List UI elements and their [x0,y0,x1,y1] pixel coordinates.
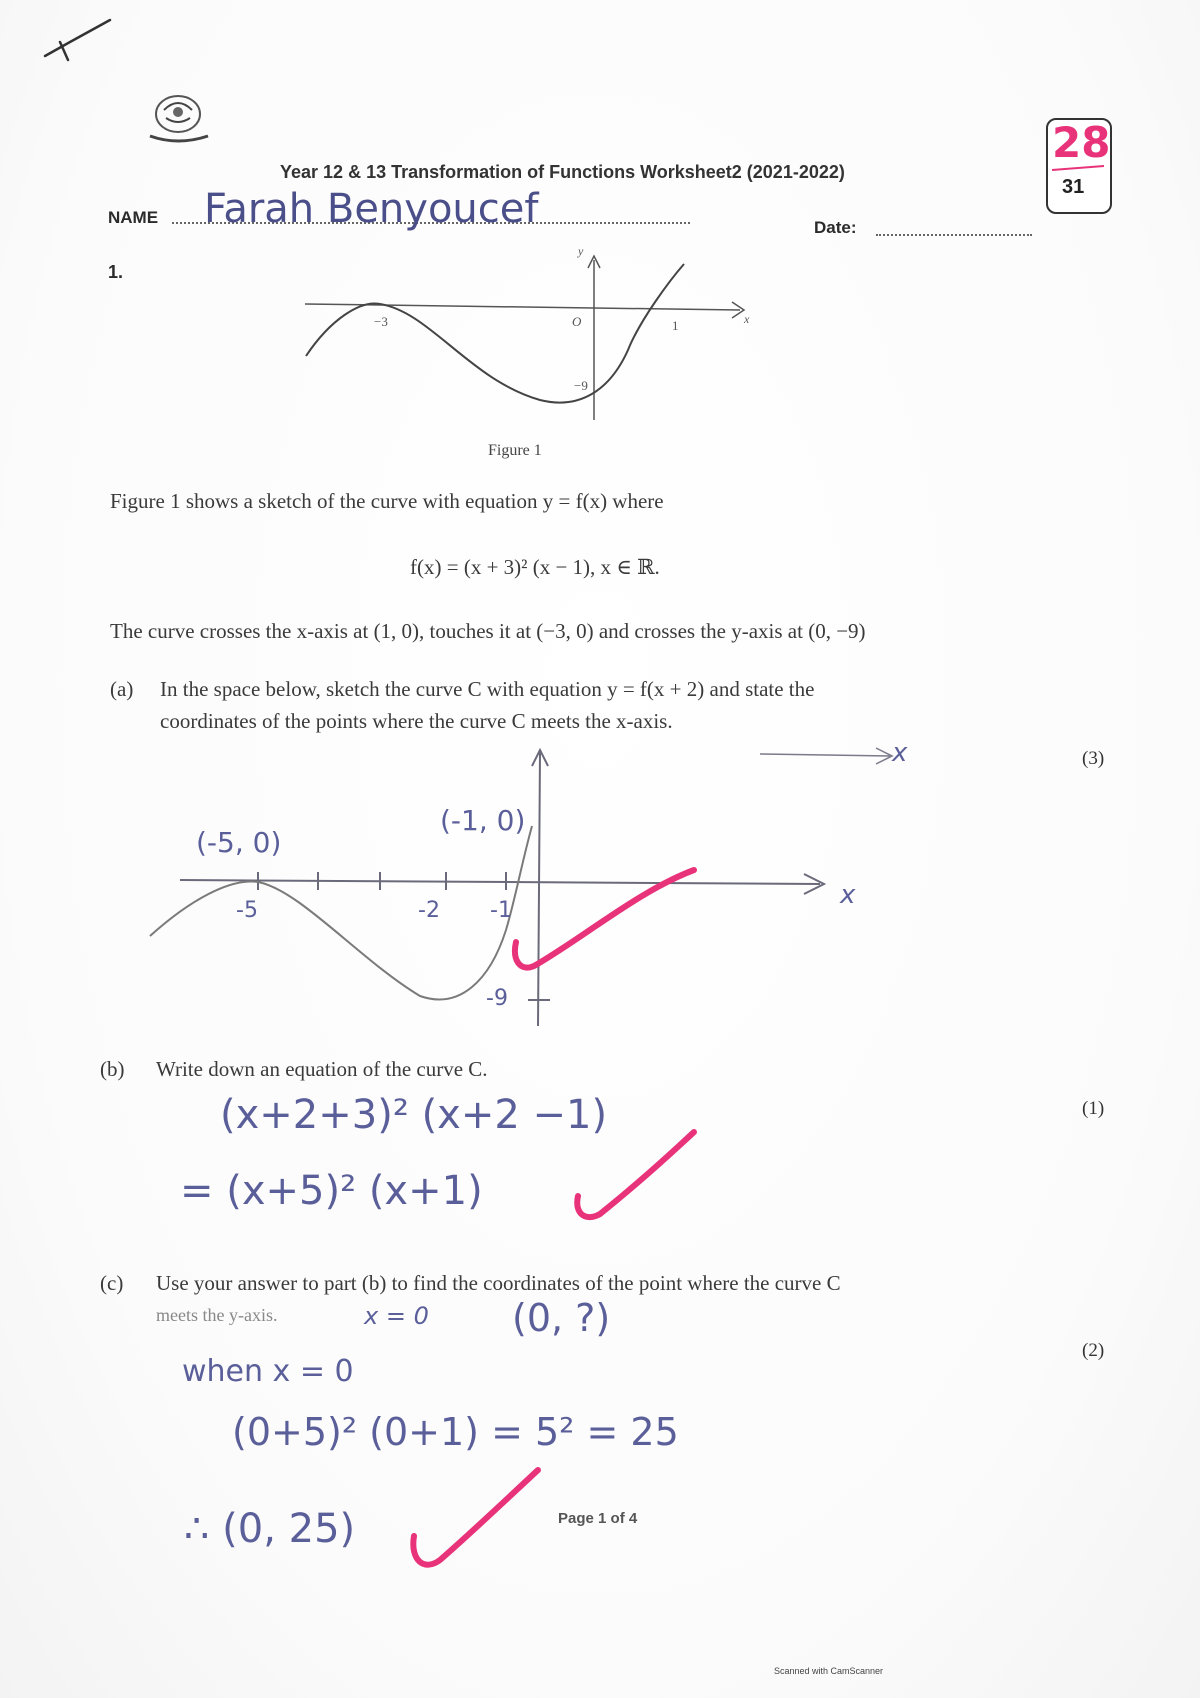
part-c-text-line1: Use your answer to part (b) to find the coordinates of the point where the curve C [156,1271,841,1295]
part-c-note-x0: x = 0 [364,1302,429,1330]
part-c-answer: ∴ (0, 25) [184,1506,356,1552]
sketch-tick-neg5: -5 [236,898,258,923]
part-c-marks: (2) [1082,1340,1105,1361]
fig1-label-origin: O [572,314,582,329]
sketch-x-label: x [840,880,856,910]
sketch-point-neg5: (-5, 0) [196,826,282,859]
part-c-label: (c) [100,1271,124,1295]
student-name: Farah Benyoucef [204,186,539,232]
part-a-text-line1: In the space below, sketch the curve C with equation y = f(x + 2) and state the [160,677,815,701]
part-a-label: (a) [110,677,134,701]
part-b-marks: (1) [1082,1098,1105,1119]
part-c-working-when: when x = 0 [182,1354,354,1389]
part-b-label: (b) [100,1057,125,1081]
question-number: 1. [108,262,124,282]
sketch-tick-neg1: -1 [490,898,512,923]
sketch-point-neg1: (-1, 0) [440,804,526,837]
fig1-label-x: x [744,312,750,326]
sketch-x-label-top: x [892,738,908,768]
part-c-working-calc: (0+5)² (0+1) = 5² = 25 [232,1410,679,1454]
part-a-text-line2: coordinates of the points where the curve C meets the x-axis. [160,709,673,733]
figure-caption: Figure 1 [488,442,542,459]
fig1-label-1: 1 [672,318,679,333]
part-b-text: Write down an equation of the curve C. [156,1057,488,1081]
scanner-watermark: Scanned with CamScanner [774,1666,884,1676]
score-total: 31 [1062,176,1085,198]
question-facts: The curve crosses the x-axis at (1, 0), touches it at (−3, 0) and crosses the y-axis at (0, −9) [110,619,866,643]
question-intro: Figure 1 shows a sketch of the curve with equation y = f(x) where [110,489,664,513]
date-label: Date: [814,218,857,237]
fig1-label-neg9: −9 [574,378,588,393]
sketch-tick-neg9: -9 [486,986,508,1011]
name-label: NAME [108,208,159,227]
check-mark-part-a [515,870,694,968]
part-a-marks: (3) [1082,748,1105,769]
function-definition: f(x) = (x + 3)² (x − 1), x ∈ ℝ. [410,555,660,579]
sketch-tick-neg2: -2 [418,898,440,923]
check-mark-part-b [577,1132,694,1217]
part-c-note-point: (0, ?) [512,1296,611,1340]
page-footer: Page 1 of 4 [558,1510,638,1527]
fig1-label-y: y [578,244,584,258]
page-title: Year 12 & 13 Transformation of Functions Worksheet2 (2021-2022) [280,162,845,182]
check-mark-part-c [413,1470,538,1565]
fig1-label-neg3: −3 [374,314,388,329]
part-c-text-line2: meets the y-axis. [156,1305,278,1325]
part-b-working-line2: = (x+5)² (x+1) [180,1168,483,1214]
part-b-working-line1: (x+2+3)² (x+2 −1) [220,1092,608,1138]
score-awarded: 28 [1052,118,1111,167]
